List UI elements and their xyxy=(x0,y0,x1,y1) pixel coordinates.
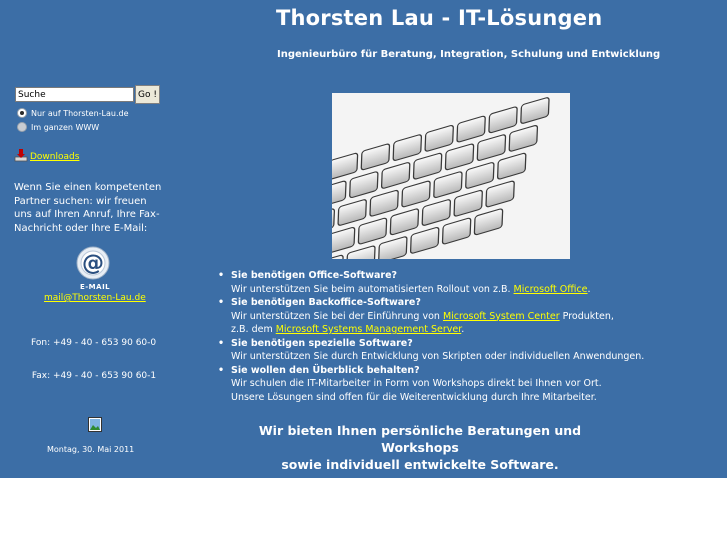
answer-text: Produkten, xyxy=(559,310,614,322)
answer: Wir unterstützen Sie durch Entwicklung von Skripten oder individuellen Anwendungen. xyxy=(231,351,645,362)
list-item xyxy=(218,296,644,337)
downloads-link[interactable]: Downloads xyxy=(30,152,80,162)
cta-line: sowie individuell entwickelte Software. xyxy=(281,457,559,472)
question: • Sie benötigen Backoffice-Software? xyxy=(231,297,421,308)
call-to-action xyxy=(230,422,610,473)
radio-site-only[interactable] xyxy=(17,108,129,118)
search-go-button[interactable]: Go ! xyxy=(135,85,160,104)
radio-unselected-icon[interactable] xyxy=(17,122,27,132)
contact-text xyxy=(14,181,179,235)
contact-line: Nachricht oder Ihre E-Mail: xyxy=(14,222,148,234)
answer-text: Wir unterstützen Sie beim automatisierten Rollout von z.B. xyxy=(231,283,514,295)
contact-line: uns auf Ihren Anruf, Ihre Fax- xyxy=(14,209,160,220)
service-list xyxy=(218,269,644,404)
link-ms-system-center[interactable]: Microsoft System Center xyxy=(442,310,560,322)
link-ms-sms[interactable]: Microsoft Systems Management Server xyxy=(275,324,462,335)
keyboard-photo xyxy=(332,93,570,259)
list-item xyxy=(218,337,644,364)
svg-text:@: @ xyxy=(82,251,104,276)
list-item xyxy=(218,364,644,405)
search-input[interactable] xyxy=(15,87,134,102)
image-icon[interactable] xyxy=(88,417,102,432)
radio-selected-icon[interactable] xyxy=(17,108,27,118)
contact-line: Partner suchen: wir freuen xyxy=(14,195,147,207)
contact-line: Wenn Sie einen kompetenten xyxy=(14,182,162,193)
radio-whole-www-label: Im ganzen WWW xyxy=(31,122,100,132)
answer xyxy=(231,323,644,337)
radio-site-only-label: Nur auf Thorsten-Lau.de xyxy=(31,108,129,118)
email-caption: E-MAIL xyxy=(80,283,111,291)
answer-text: Wir unterstützen Sie bei der Einführung von xyxy=(231,310,443,322)
phone-number: Fon: +49 - 40 - 653 90 60-0 xyxy=(31,338,157,348)
question: • Sie wollen den Überblick behalten? xyxy=(231,364,420,376)
answer xyxy=(231,310,644,324)
phone-block xyxy=(31,316,156,404)
email-link[interactable]: mail@Thorsten-Lau.de xyxy=(44,293,146,303)
answer-text: z.B. dem xyxy=(231,324,276,335)
cta-line: Wir bieten Ihnen persönliche Beratungen und Workshops xyxy=(258,423,582,455)
email-at-icon[interactable] xyxy=(76,246,110,280)
answer: Unsere Lösungen sind offen für die Weiterentwicklung durch Ihre Mitarbeiter. xyxy=(231,391,597,403)
date-text: Montag, 30. Mai 2011 xyxy=(47,445,135,454)
page-subtitle: Ingenieurbüro für Beratung, Integration, Schulung und Entwicklung xyxy=(277,49,661,60)
answer: Wir schulen die IT-Mitarbeiter in Form von Workshops direkt bei Ihnen vor Ort. xyxy=(231,378,602,389)
fax-number: Fax: +49 - 40 - 653 90 60-1 xyxy=(31,371,157,381)
page-title: Thorsten Lau - IT-Lösungen xyxy=(276,6,603,30)
answer xyxy=(231,283,644,297)
question: • Sie benötigen spezielle Software? xyxy=(231,337,413,349)
answer-text: . xyxy=(587,283,591,295)
link-ms-office[interactable]: Microsoft Office xyxy=(513,283,588,295)
radio-whole-www[interactable] xyxy=(17,122,99,132)
list-item xyxy=(218,269,644,296)
downloads-row xyxy=(14,148,79,162)
download-icon[interactable] xyxy=(14,148,28,162)
question: • Sie benötigen Office-Software? xyxy=(231,270,398,281)
answer-text: . xyxy=(461,324,465,335)
